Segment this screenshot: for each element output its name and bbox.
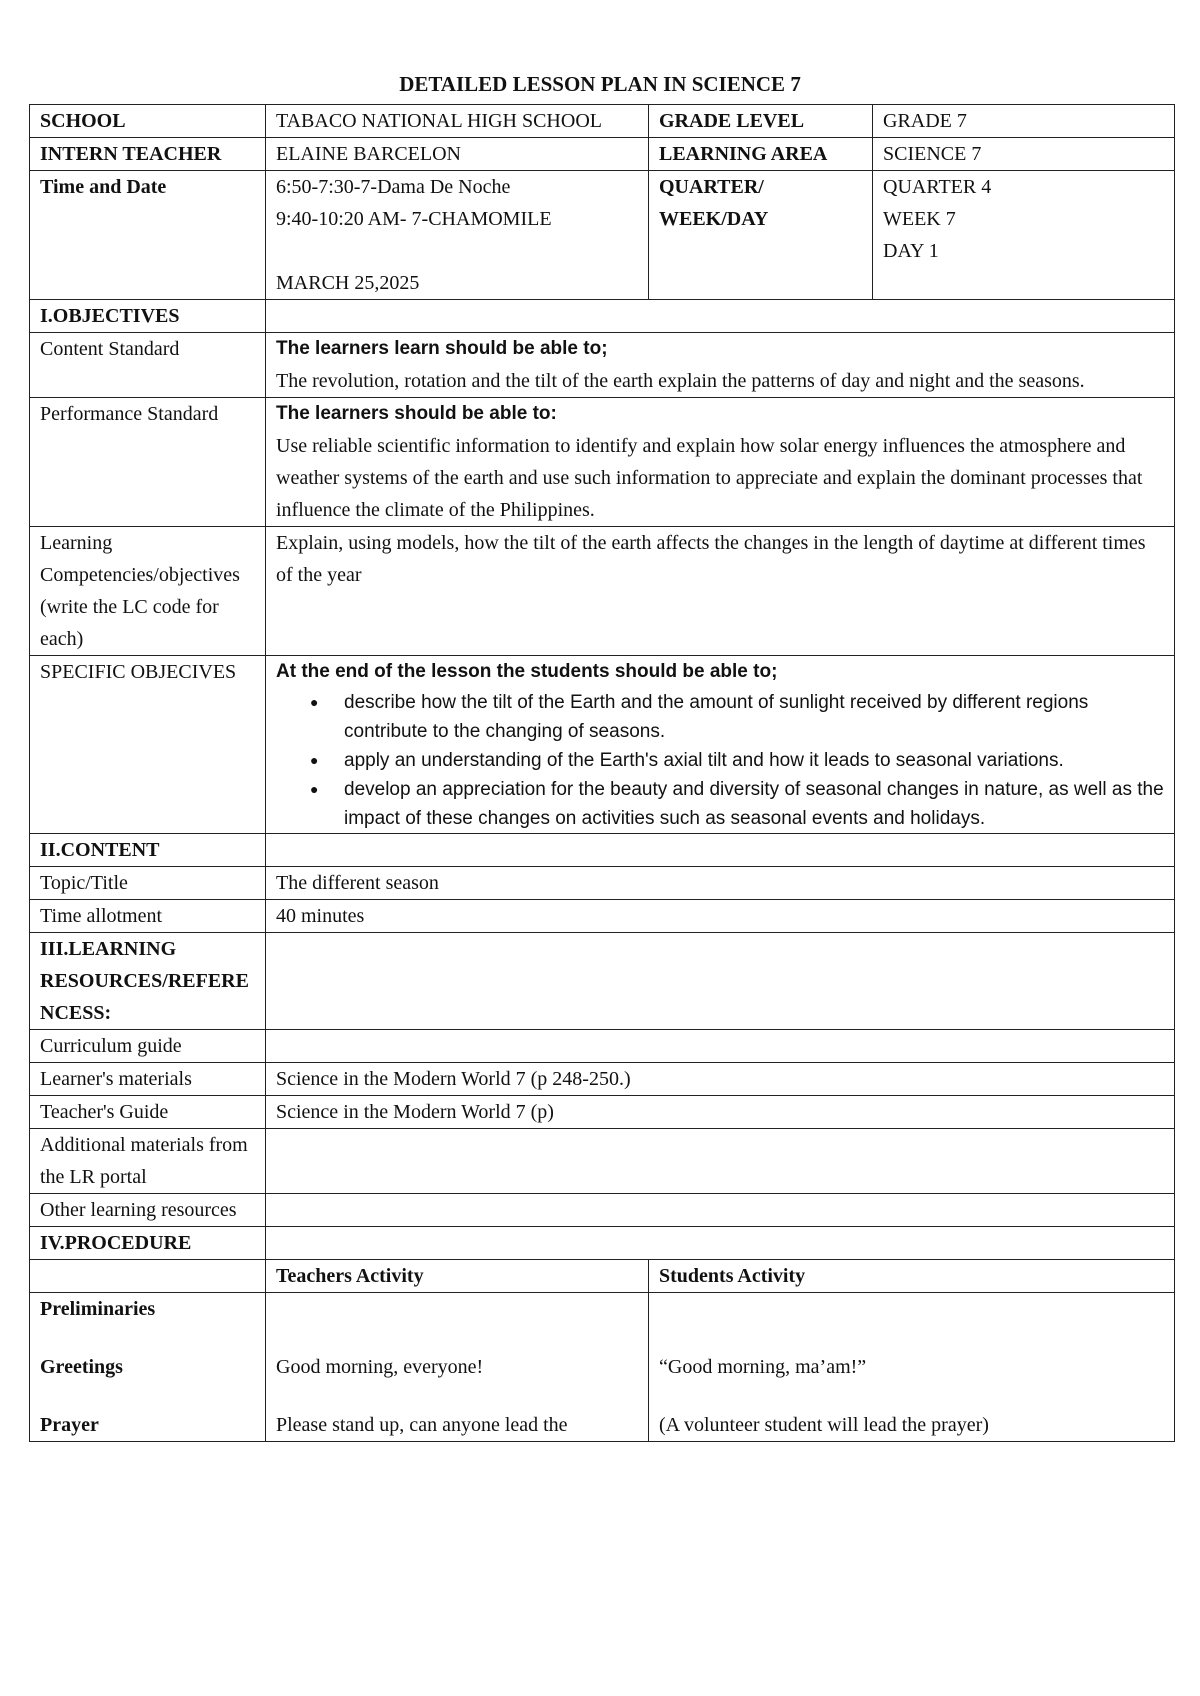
performance-standard-cell	[266, 398, 1175, 527]
content-heading-row	[30, 834, 1175, 867]
time-row	[30, 171, 1175, 300]
performance-standard-text: Use reliable scientific information to identify and explain how solar energy influences the atmosphere and weather systems of the earth and use such information to appreciate and explain the dominant processes that influence the climate of the Philippines.	[276, 435, 1143, 521]
content-standard-cell	[266, 333, 1175, 398]
other-resources-row	[30, 1194, 1175, 1227]
area-value: SCIENCE 7	[873, 138, 1175, 171]
students-activity-heading: Students Activity	[649, 1260, 1175, 1293]
school-label: SCHOOL	[30, 105, 266, 138]
objectives-heading-row	[30, 300, 1175, 333]
prayer-label: Prayer	[40, 1414, 99, 1436]
content-standard-label: Content Standard	[30, 333, 266, 398]
content-standard-text: The revolution, rotation and the tilt of the earth explain the patterns of day and night and the seasons.	[276, 370, 1085, 392]
curriculum-row	[30, 1030, 1175, 1063]
additional-materials-value	[266, 1129, 1175, 1194]
other-resources-label: Other learning resources	[30, 1194, 266, 1227]
resources-heading: III.LEARNING RESOURCES/REFERENCESS:	[30, 933, 266, 1030]
time-line-1: 6:50-7:30-7-Dama De Noche	[276, 176, 511, 198]
student-activity-cell	[649, 1293, 1175, 1442]
teacher-guide-label: Teacher's Guide	[30, 1096, 266, 1129]
list-item: ● apply an understanding of the Earth's axial tilt and how it leads to seasonal variations.	[344, 746, 1164, 775]
teacher-guide-row	[30, 1096, 1175, 1129]
quarter-line-1: QUARTER 4	[883, 176, 992, 198]
teacher-activity-cell	[266, 1293, 649, 1442]
lesson-plan-table	[29, 104, 1175, 1442]
intern-row	[30, 138, 1175, 171]
other-resources-value	[266, 1194, 1175, 1227]
performance-standard-row	[30, 398, 1175, 527]
content-heading: II.CONTENT	[30, 834, 266, 867]
performance-standard-label: Performance Standard	[30, 398, 266, 527]
date-value: MARCH 25,2025	[276, 272, 420, 294]
procedure-heading-row	[30, 1227, 1175, 1260]
prayer-teacher: Please stand up, can anyone lead the	[276, 1414, 568, 1436]
specific-objectives-list	[276, 688, 1164, 833]
grade-label: GRADE LEVEL	[649, 105, 873, 138]
quarter-label: QUARTER/ WEEK/DAY	[649, 171, 873, 300]
school-row	[30, 105, 1175, 138]
list-item: ● describe how the tilt of the Earth and the amount of sunlight received by different regions contribute to the changing of seasons.	[344, 688, 1164, 746]
greetings-student: “Good morning, ma’am!”	[659, 1356, 867, 1378]
curriculum-label: Curriculum guide	[30, 1030, 266, 1063]
content-standard-lead: The learners learn should be able to;	[276, 338, 608, 359]
topic-row	[30, 867, 1175, 900]
preliminaries-label: Preliminaries	[40, 1298, 156, 1320]
specific-objectives-row	[30, 656, 1175, 834]
area-label: LEARNING AREA	[649, 138, 873, 171]
competencies-text: Explain, using models, how the tilt of the earth affects the changes in the length of daytime at different times of the year	[266, 527, 1175, 656]
learner-materials-label: Learner's materials	[30, 1063, 266, 1096]
performance-standard-lead: The learners should be able to:	[276, 403, 557, 424]
specific-objectives-lead: At the end of the lesson the students should be able to;	[276, 661, 778, 682]
intern-label: INTERN TEACHER	[30, 138, 266, 171]
specific-objectives-cell	[266, 656, 1175, 834]
time-label: Time and Date	[30, 171, 266, 300]
page-title: DETAILED LESSON PLAN IN SCIENCE 7	[399, 72, 801, 96]
preliminaries-row	[30, 1293, 1175, 1442]
time-value	[266, 171, 649, 300]
list-item: ● develop an appreciation for the beauty and diversity of seasonal changes in nature, as well as the impact of these changes on activities such as seasonal events and holidays.	[344, 775, 1164, 833]
procedure-heading: IV.PROCEDURE	[30, 1227, 266, 1260]
greetings-teacher: Good morning, everyone!	[276, 1356, 484, 1378]
objectives-heading: I.OBJECTIVES	[30, 300, 266, 333]
quarter-line-2: WEEK 7	[883, 208, 956, 230]
prayer-student: (A volunteer student will lead the prayer)	[659, 1414, 989, 1436]
quarter-line-3: DAY 1	[883, 240, 939, 262]
intern-value: ELAINE BARCELON	[266, 138, 649, 171]
preliminaries-cell	[30, 1293, 266, 1442]
learner-materials-row	[30, 1063, 1175, 1096]
quarter-value	[873, 171, 1175, 300]
teacher-guide-value: Science in the Modern World 7 (p)	[266, 1096, 1175, 1129]
competencies-row	[30, 527, 1175, 656]
teachers-activity-heading: Teachers Activity	[266, 1260, 649, 1293]
additional-materials-label: Additional materials from the LR portal	[30, 1129, 266, 1194]
activity-header-row	[30, 1260, 1175, 1293]
time-line-2: 9:40-10:20 AM- 7-CHAMOMILE	[276, 208, 552, 230]
competencies-label: Learning Competencies/objectives (write the LC code for each)	[30, 527, 266, 656]
grade-value: GRADE 7	[873, 105, 1175, 138]
greetings-label: Greetings	[40, 1356, 123, 1378]
school-value: TABACO NATIONAL HIGH SCHOOL	[266, 105, 649, 138]
learner-materials-value: Science in the Modern World 7 (p 248-250.)	[266, 1063, 1175, 1096]
topic-value: The different season	[266, 867, 1175, 900]
specific-objectives-label: SPECIFIC OBJECIVES	[30, 656, 266, 834]
resources-heading-row	[30, 933, 1175, 1030]
topic-label: Topic/Title	[30, 867, 266, 900]
time-allotment-row	[30, 900, 1175, 933]
time-allotment-label: Time allotment	[30, 900, 266, 933]
curriculum-value	[266, 1030, 1175, 1063]
time-allotment-value: 40 minutes	[266, 900, 1175, 933]
content-standard-row	[30, 333, 1175, 398]
additional-materials-row	[30, 1129, 1175, 1194]
